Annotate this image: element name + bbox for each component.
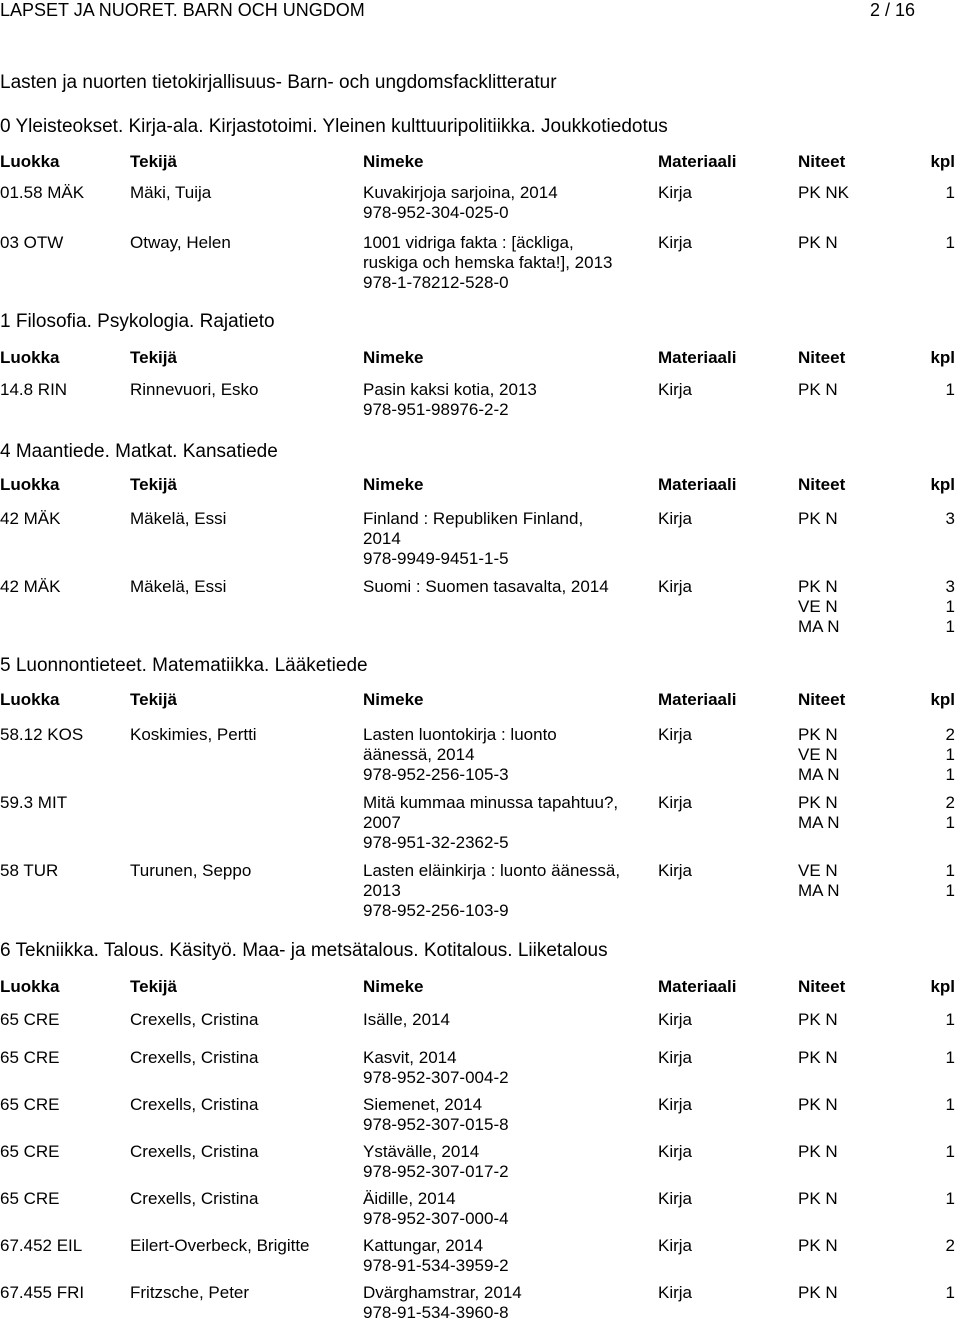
cell-luokka: 42 MÄK [0,577,61,596]
cell-luokka: 67.452 EIL [0,1236,83,1255]
cell-kpl [946,725,955,785]
cell-nimeke [363,1283,522,1323]
cell-materiaali: Kirja [658,380,693,399]
column-header-materiaali: Materiaali [658,348,737,367]
nimeke-line: 978-91-534-3959-2 [363,1256,509,1275]
column-header-luokka: Luokka [0,348,60,367]
nimeke-line: Mitä kummaa minussa tapahtuu?, [363,793,619,812]
niteet-line: VE N [798,861,838,880]
niteet-line: MA N [798,617,840,636]
cell-nimeke [363,1048,509,1088]
cell-kpl [946,1142,955,1162]
column-header-kpl: kpl [930,977,955,996]
cell-niteet [798,1189,838,1209]
column-header-materiaali: Materiaali [658,152,737,171]
section-title: 0 Yleisteokset. Kirja-ala. Kirjastotoimi. Yleinen kulttuuripolitiikka. Joukkotiedotus [0,116,668,137]
kpl-line: 1 [945,745,955,764]
cell-tekija: Crexells, Cristina [130,1142,259,1161]
niteet-line: PK N [798,1048,838,1067]
column-header-tekija: Tekijä [130,977,177,996]
cell-tekija: Eilert-Overbeck, Brigitte [130,1236,310,1255]
cell-niteet [798,1142,838,1162]
column-header-nimeke: Nimeke [363,690,424,709]
cell-niteet [798,1236,838,1256]
cell-tekija: Turunen, Seppo [130,861,252,880]
nimeke-line: 978-951-98976-2-2 [363,400,509,419]
cell-tekija: Rinnevuori, Esko [130,380,259,399]
cell-kpl [946,1283,955,1303]
kpl-line: 1 [945,813,955,832]
cell-kpl [946,233,955,253]
cell-nimeke [363,793,618,853]
cell-nimeke [363,183,558,223]
kpl-line: 1 [945,1048,955,1067]
cell-kpl [946,861,955,901]
cell-nimeke [363,233,612,293]
cell-luokka: 65 CRE [0,1095,60,1114]
niteet-line: PK N [798,577,838,596]
cell-niteet [798,725,840,785]
cell-tekija: Crexells, Cristina [130,1189,259,1208]
niteet-line: PK N [798,509,838,528]
cell-luokka: 14.8 RIN [0,380,68,399]
niteet-line: PK N [798,1142,838,1161]
page-number: 2 / 16 [870,0,916,20]
cell-kpl [946,183,955,203]
niteet-line: MA N [798,881,840,900]
kpl-line: 1 [945,617,955,636]
cell-luokka: 65 CRE [0,1189,60,1208]
nimeke-line: 978-952-307-017-2 [363,1162,509,1181]
cell-materiaali: Kirja [658,233,693,252]
kpl-line: 1 [945,183,955,202]
column-header-kpl: kpl [930,348,955,367]
column-header-tekija: Tekijä [130,348,177,367]
cell-nimeke [363,577,609,597]
column-header-materiaali: Materiaali [658,690,737,709]
column-header-kpl: kpl [930,475,955,494]
cell-materiaali: Kirja [658,1048,693,1067]
niteet-line: PK N [798,233,838,252]
niteet-line: PK N [798,1189,838,1208]
cell-kpl [946,1189,955,1209]
cell-luokka: 58.12 KOS [0,725,84,744]
column-header-luokka: Luokka [0,977,60,996]
cell-nimeke [363,861,620,921]
kpl-line: 1 [945,765,955,784]
cell-niteet [798,233,838,253]
kpl-line: 1 [945,380,955,399]
cell-tekija: Fritzsche, Peter [130,1283,250,1302]
niteet-line: PK N [798,793,838,812]
cell-kpl [946,1010,955,1030]
document-title: Lasten ja nuorten tietokirjallisuus- Barn- och ungdomsfacklitteratur [0,72,557,93]
column-header-tekija: Tekijä [130,152,177,171]
nimeke-line: Suomi : Suomen tasavalta, 2014 [363,577,609,596]
niteet-line: VE N [798,745,838,764]
nimeke-line: 1001 vidriga fakta : [äckliga, [363,233,574,252]
niteet-line: PK N [798,380,838,399]
cell-materiaali: Kirja [658,183,693,202]
cell-tekija: Mäkelä, Essi [130,509,227,528]
cell-niteet [798,380,838,400]
cell-kpl [946,577,955,637]
nimeke-line: 2013 [363,881,401,900]
niteet-line: PK NK [798,183,850,202]
cell-tekija: Koskimies, Pertti [130,725,257,744]
cell-tekija: Mäki, Tuija [130,183,212,202]
cell-niteet [798,1048,838,1068]
column-header-tekija: Tekijä [130,690,177,709]
cell-niteet [798,577,840,637]
kpl-line: 1 [945,881,955,900]
kpl-line: 2 [945,793,955,812]
column-header-luokka: Luokka [0,152,60,171]
nimeke-line: ruskiga och hemska fakta!], 2013 [363,253,613,272]
niteet-line: PK N [798,1236,838,1255]
nimeke-line: Kasvit, 2014 [363,1048,457,1067]
nimeke-line: 2007 [363,813,401,832]
niteet-line: PK N [798,1010,838,1029]
cell-kpl [946,380,955,400]
cell-kpl [946,1048,955,1068]
nimeke-line: Isälle, 2014 [363,1010,450,1029]
cell-luokka: 42 MÄK [0,509,61,528]
cell-materiaali: Kirja [658,793,693,812]
kpl-line: 3 [945,577,955,596]
cell-nimeke [363,725,557,785]
cell-materiaali: Kirja [658,1142,693,1161]
nimeke-line: Pasin kaksi kotia, 2013 [363,380,537,399]
cell-tekija: Crexells, Cristina [130,1048,259,1067]
cell-materiaali: Kirja [658,577,693,596]
niteet-line: VE N [798,597,838,616]
cell-niteet [798,1010,838,1030]
nimeke-line: 978-91-534-3960-8 [363,1303,509,1322]
column-header-nimeke: Nimeke [363,348,424,367]
nimeke-line: Dvärghamstrar, 2014 [363,1283,522,1302]
section-title: 4 Maantiede. Matkat. Kansatiede [0,441,278,462]
nimeke-line: 978-952-256-103-9 [363,901,509,920]
niteet-line: MA N [798,765,840,784]
cell-niteet [798,1283,838,1303]
cell-luokka: 58 TUR [0,861,59,880]
niteet-line: PK N [798,725,838,744]
column-header-materiaali: Materiaali [658,977,737,996]
kpl-line: 1 [945,1010,955,1029]
niteet-line: PK N [798,1283,838,1302]
kpl-line: 1 [945,1283,955,1302]
column-header-materiaali: Materiaali [658,475,737,494]
kpl-line: 1 [945,233,955,252]
cell-kpl [946,1236,955,1256]
cell-kpl [946,509,955,529]
column-header-niteet: Niteet [798,152,846,171]
column-header-nimeke: Nimeke [363,152,424,171]
nimeke-line: Lasten luontokirja : luonto [363,725,557,744]
cell-niteet [798,861,840,901]
cell-luokka: 59.3 MIT [0,793,68,812]
section-title: 1 Filosofia. Psykologia. Rajatieto [0,311,275,332]
cell-nimeke [363,1189,509,1229]
kpl-line: 1 [945,1189,955,1208]
cell-niteet [798,793,840,833]
nimeke-line: Kuvakirjoja sarjoina, 2014 [363,183,558,202]
cell-nimeke [363,509,583,569]
column-header-tekija: Tekijä [130,475,177,494]
cell-luokka: 03 OTW [0,233,64,252]
cell-luokka: 65 CRE [0,1048,60,1067]
page-header-title: LAPSET JA NUORET. BARN OCH UNGDOM [0,0,365,20]
column-header-kpl: kpl [930,690,955,709]
cell-nimeke [363,1095,509,1135]
kpl-line: 2 [945,725,955,744]
nimeke-line: Äidille, 2014 [363,1189,456,1208]
section-title: 6 Tekniikka. Talous. Käsityö. Maa- ja metsätalous. Kotitalous. Liiketalous [0,940,608,961]
nimeke-line: Finland : Republiken Finland, [363,509,584,528]
cell-luokka: 65 CRE [0,1010,60,1029]
cell-materiaali: Kirja [658,1189,693,1208]
nimeke-line: 978-9949-9451-1-5 [363,549,509,568]
column-header-luokka: Luokka [0,690,60,709]
section-title: 5 Luonnontieteet. Matematiikka. Lääketiede [0,655,368,676]
cell-tekija: Crexells, Cristina [130,1010,259,1029]
nimeke-line: Siemenet, 2014 [363,1095,483,1114]
nimeke-line: äänessä, 2014 [363,745,475,764]
cell-luokka: 67.455 FRI [0,1283,85,1302]
cell-kpl [946,1095,955,1115]
cell-luokka: 65 CRE [0,1142,60,1161]
cell-nimeke [363,1142,509,1182]
nimeke-line: Ystävälle, 2014 [363,1142,480,1161]
cell-tekija: Crexells, Cristina [130,1095,259,1114]
kpl-line: 1 [945,1142,955,1161]
nimeke-line: 978-952-307-000-4 [363,1209,509,1228]
nimeke-line: Lasten eläinkirja : luonto äänessä, [363,861,621,880]
cell-niteet [798,183,849,203]
nimeke-line: 978-952-307-004-2 [363,1068,509,1087]
nimeke-line: 2014 [363,529,401,548]
column-header-luokka: Luokka [0,475,60,494]
kpl-line: 1 [945,597,955,616]
nimeke-line: Kattungar, 2014 [363,1236,484,1255]
kpl-line: 1 [945,1095,955,1114]
cell-materiaali: Kirja [658,725,693,744]
kpl-line: 2 [945,1236,955,1255]
nimeke-line: 978-1-78212-528-0 [363,273,509,292]
nimeke-line: 978-951-32-2362-5 [363,833,509,852]
cell-materiaali: Kirja [658,1283,693,1302]
cell-niteet [798,1095,838,1115]
cell-materiaali: Kirja [658,509,693,528]
column-header-niteet: Niteet [798,348,846,367]
cell-materiaali: Kirja [658,1010,693,1029]
cell-materiaali: Kirja [658,1236,693,1255]
column-header-nimeke: Nimeke [363,475,424,494]
cell-nimeke [363,380,537,420]
cell-tekija: Otway, Helen [130,233,231,252]
column-header-niteet: Niteet [798,977,846,996]
nimeke-line: 978-952-304-025-0 [363,203,509,222]
nimeke-line: 978-952-307-015-8 [363,1115,509,1134]
cell-nimeke [363,1236,509,1276]
cell-tekija: Mäkelä, Essi [130,577,227,596]
niteet-line: MA N [798,813,840,832]
cell-luokka: 01.58 MÄK [0,183,85,202]
column-header-niteet: Niteet [798,690,846,709]
niteet-line: PK N [798,1095,838,1114]
cell-kpl [946,793,955,833]
cell-nimeke [363,1010,450,1030]
cell-materiaali: Kirja [658,1095,693,1114]
column-header-nimeke: Nimeke [363,977,424,996]
kpl-line: 3 [945,509,955,528]
column-header-niteet: Niteet [798,475,846,494]
cell-niteet [798,509,838,529]
cell-materiaali: Kirja [658,861,693,880]
column-header-kpl: kpl [930,152,955,171]
kpl-line: 1 [945,861,955,880]
nimeke-line: 978-952-256-105-3 [363,765,509,784]
